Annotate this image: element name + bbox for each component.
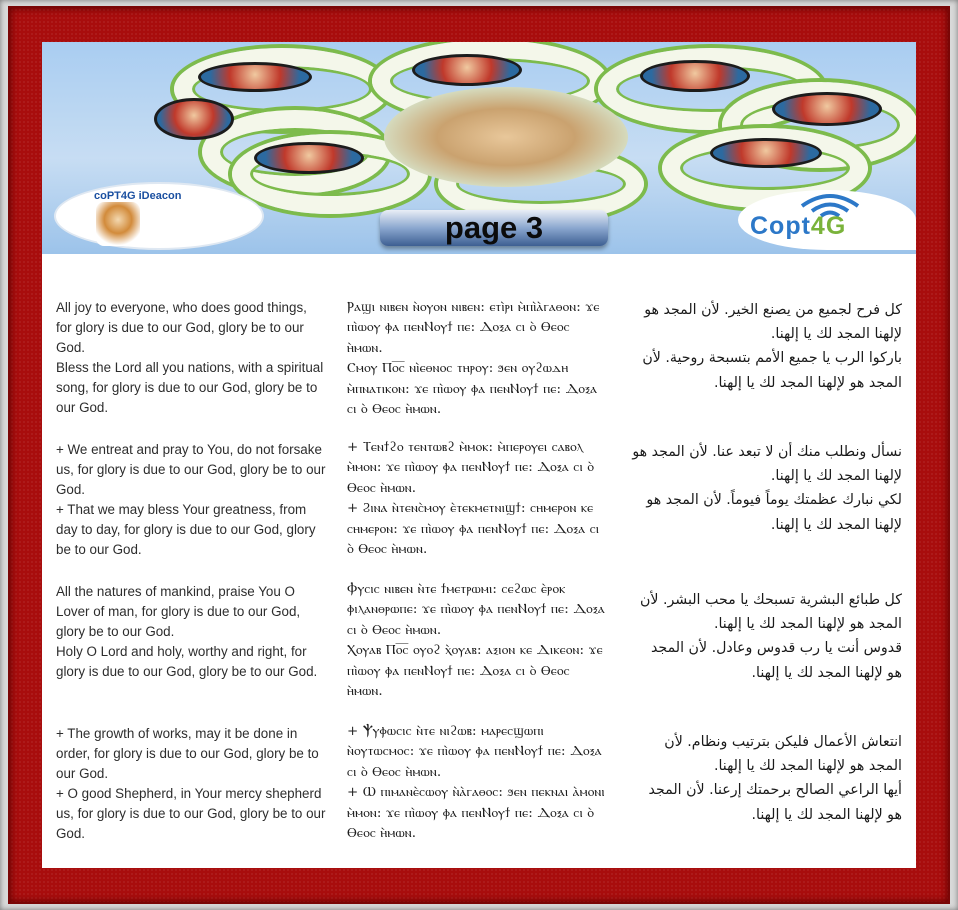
english-stanza: + The growth of works, may it be done in order, for glory is due to our God, glory be to our God. + O good Shepherd, in Your mercy shepherd us, for glory is due to our God, glory be to our God. <box>56 726 326 841</box>
arabic-stanza: كل فرح لجميع من يصنع الخير. لأن المجد هو لإلهنا المجد لك يا إلهنا. باركوا الرب يا جميع الأمم بتسبحة روحية. لأن المجد هو لإلهنا المجد لك يا إلهنا. <box>642 302 902 391</box>
saint-icon <box>772 92 882 126</box>
christ-icon <box>384 87 628 187</box>
saint-icon <box>198 62 312 92</box>
saint-icon <box>640 60 750 92</box>
saint-icon <box>154 98 234 140</box>
coptic-stanza: Ⲣⲁϣⲓ ⲛⲓⲃⲉⲛ ⲛ̀ⲟⲩⲟⲛ ⲛⲓⲃⲉⲛ: ⲉⲧⲓ̀ⲣⲓ ⲙ̀ⲡⲓ̀ⲁ̀ⲅⲁⲑⲟⲛ: ϫⲉ ⲡⲓ̀ⲱⲟⲩ ⲫⲁ ⲡⲉⲛⲚⲟⲩϯ ⲡⲉ: Ⲇⲟⲝⲁ ⲥⲓ ⲟ̀ Ⲑⲉⲟⲥ ⲏ̀ⲙⲱⲛ. Ⲥⲙⲟⲩ Ⲡⲟ̅ⲥ̅ ⲛⲓ̀ⲉⲑⲛⲟⲥ ⲧⲏⲣⲟⲩ: ϧⲉⲛ ⲟⲩϩⲱⲇⲏ ⲙ̀ⲡⲛⲁⲧⲓⲕⲟⲛ: ϫⲉ ⲡⲓ̀ⲱⲟⲩ ⲫⲁ ⲡⲉⲛⲚⲟⲩϯ ⲡⲉ: Ⲇⲟⲝⲁ ⲥⲓ ⲟ̀ Ⲑⲉⲟⲥ ⲏ̀ⲙⲱⲛ. <box>347 300 600 418</box>
coptic-stanza: + Ⲯⲩⲫⲱⲥⲓⲥ ⲛ̀ⲧⲉ ⲛⲓϩⲱⲃ: ⲙⲁⲣⲉⲥϣⲱⲡⲓ ⲛ̀ⲟⲩⲧⲱⲥⲙⲟⲥ: ϫⲉ ⲡⲓ̀ⲱⲟⲩ ⲫⲁ ⲡⲉⲛⲚⲟⲩϯ ⲡⲉ: Ⲇⲟⲝⲁ ⲥⲓ ⲟ̀ Ⲑⲉⲟⲥ ⲏ̀ⲙⲱⲛ. + Ⲱ ⲡⲓⲙⲁⲛⲉ̀ⲥⲱⲟⲩ ⲛ̀ⲁ̀ⲅⲁⲑⲟⲥ: ϧⲉⲛ ⲡⲉⲕⲛⲁⲓ ⲁ̀ⲙⲟⲛⲓ ⲙ̀ⲙⲟⲛ: ϫⲉ ⲡⲓ̀ⲱⲟⲩ ⲫⲁ ⲡⲉⲛⲚⲟⲩϯ ⲡⲉ: Ⲇⲟⲝⲁ ⲥⲓ ⲟ̀ Ⲑⲉⲟⲥ ⲏ̀ⲙⲱⲛ. <box>347 724 605 842</box>
arabic-stanza: نسأل ونطلب منك أن لا تبعد عنا. لأن المجد هو لإلهنا المجد لك يا إلهنا. لكي نبارك عظمتك يوماً فيوماً. لأن المجد هو لإلهنا المجد لك يا إلهنا. <box>632 444 902 533</box>
english-stanza: All the natures of mankind, praise You O Lover of man, for glory is due to our God, glory be to our God. Holy O Lord and holy, worthy and right, for glory is due to our God, glory be to our God. <box>56 584 318 679</box>
page-number-label: page 3 <box>444 210 544 245</box>
page-sheet <box>42 42 916 868</box>
arabic-stanza: كل طبائع البشرية تسبحك يا محب البشر. لأن المجد هو لإلهنا المجد لك يا إلهنا. قدوس أنت يا رب قدوس وعادل. لأن المجد هو لإلهنا المجد لك يا إلهنا. <box>639 592 902 681</box>
arabic-stanza: انتعاش الأعمال فليكن بترتيب ونظام. لأن المجد هو لإلهنا المجد لك يا إلهنا. أيها الراعي الصالح برحمتك إرعنا. لأن المجد هو لإلهنا المجد لك يا إلهنا. <box>648 734 902 823</box>
copt4g-ideacon-logo <box>56 184 262 248</box>
copt4g-logo <box>738 190 916 250</box>
page-number-badge <box>380 210 608 246</box>
english-stanza: + We entreat and pray to You, do not forsake us, for glory is due to our God, glory be to our God. + That we may bless Your greatness, from day to day, for glory is due to our God, glory be to our God. <box>56 442 326 557</box>
coptic-stanza: + Ⲧⲉⲛϯϩⲟ ⲧⲉⲛⲧⲱⲃϩ ⲙ̀ⲙⲟⲕ: ⲙ̀ⲡⲉⲣⲟⲩⲉⲓ ⲥⲁⲃⲟⲗ ⲙ̀ⲙⲟⲛ: ϫⲉ ⲡⲓ̀ⲱⲟⲩ ⲫⲁ ⲡⲉⲛⲚⲟⲩϯ ⲡⲉ: Ⲇⲟⲝⲁ ⲥⲓ ⲟ̀ Ⲑⲉⲟⲥ ⲏ̀ⲙⲱⲛ. + Ϩⲓⲛⲁ ⲛ̀ⲧⲉⲛⲥ̀ⲙⲟⲩ ⲉ̀ⲧⲉⲕⲙⲉⲧⲛⲓϣϯ: ⲥⲏⲙⲉⲣⲟⲛ ⲕⲉ ⲥⲏⲙⲉⲣⲟⲛ: ϫⲉ ⲡⲓ̀ⲱⲟⲩ ⲫⲁ ⲡⲉⲛⲚⲟⲩϯ ⲡⲉ: Ⲇⲟⲝⲁ ⲥⲓ ⲟ̀ Ⲑⲉⲟⲥ ⲏ̀ⲙⲱⲛ. <box>347 440 600 558</box>
coptic-stanza: Ⲫⲩⲥⲓⲥ ⲛⲓⲃⲉⲛ ⲛ̀ⲧⲉ ϯⲙⲉⲧⲣⲱⲙⲓ: ⲥⲉϩⲱⲥ ⲉ̀ⲣⲟⲕ ⲫⲓⲗⲁⲛⲑⲣⲱⲡⲉ: ϫⲉ ⲡⲓ̀ⲱⲟⲩ ⲫⲁ ⲡⲉⲛⲚⲟⲩϯ ⲡⲉ: Ⲇⲟⲝⲁ ⲥⲓ ⲟ̀ Ⲑⲉⲟⲥ ⲏ̀ⲙⲱⲛ. Ⲭⲟⲩⲁⲃ Ⲡⲟ̅ⲥ̅ ⲟⲩⲟϩ ⲭ̀ⲟⲩⲁⲃ: ⲁⲝⲓⲟⲛ ⲕⲉ Ⲇⲓⲕⲉⲟⲛ: ϫⲉ ⲡⲓ̀ⲱⲟⲩ ⲫⲁ ⲡⲉⲛⲚⲟⲩϯ ⲡⲉ: Ⲇⲟⲝⲁ ⲥⲓ ⲟ̀ Ⲑⲉⲟⲥ ⲏ̀ⲙⲱⲛ. <box>347 582 605 700</box>
logo-left-label: coPT4G iDeacon <box>94 190 182 202</box>
saint-icon <box>412 54 522 86</box>
english-stanza: All joy to everyone, who does good things, for glory is due to our God, glory be to our God. Bless the Lord all you nations, with a spiritual song, for glory is due to our God, glory be to our God. <box>56 300 324 415</box>
logo-right-label: Copt4G <box>750 212 847 240</box>
saint-icon <box>710 138 822 168</box>
saint-icon <box>254 142 364 174</box>
header-banner <box>42 42 916 254</box>
deacon-figure-icon <box>96 202 140 246</box>
